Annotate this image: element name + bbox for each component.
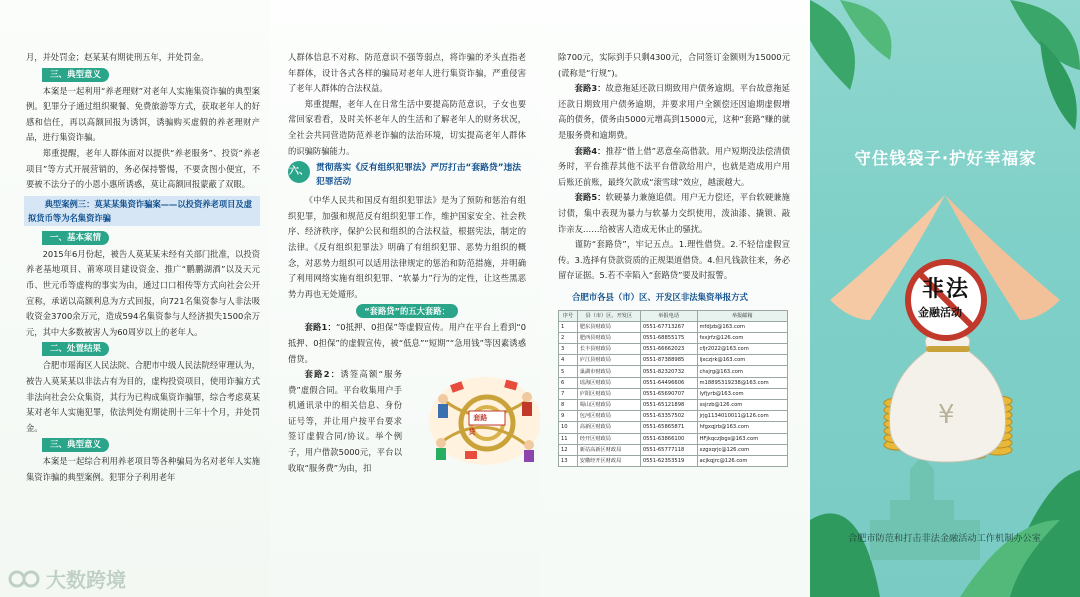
table-cell: 长丰县财政局 bbox=[577, 344, 640, 355]
table-header-cell: 序号 bbox=[559, 310, 578, 321]
table-cell: HFjkqczjbgs@163.com bbox=[697, 433, 788, 444]
table-header-cell: 举报电话 bbox=[640, 310, 697, 321]
table-row bbox=[559, 355, 788, 366]
paragraph: 合肥市瑶海区人民法院、合肥市中级人民法院经审理认为，被告人莫某某以非法占有为目的，虚构投资项目，使用诈骗方式非法向社会公众集资，其行为已构成集资诈骗罪，综合考虑莫某某对老年人实施犯罪，依法判处有期徒刑十三年十个月，并处罚金。 bbox=[26, 360, 260, 433]
panel-3 bbox=[540, 0, 810, 597]
table-row bbox=[559, 444, 788, 455]
table-row bbox=[559, 411, 788, 422]
table-cell: 庐阳区财政局 bbox=[577, 388, 640, 399]
table-cell: 0551-66662023 bbox=[640, 344, 697, 355]
table-cell: 12 bbox=[559, 444, 578, 455]
table-cell: 13 bbox=[559, 455, 578, 466]
table-cell: 0551-82320732 bbox=[640, 366, 697, 377]
summary: 谨防“套路贷”，牢记五点。1.理性借贷。2.不轻信虚假宣传。3.选择有贷款资质的正规渠道借贷。4.但凡钱款往来，务必留存证据。5.若不幸陷入“套路贷”要及时报警。 bbox=[558, 239, 790, 281]
table-row bbox=[559, 377, 788, 388]
table-cell: 0551-87388985 bbox=[640, 355, 697, 366]
table-cell: 10 bbox=[559, 422, 578, 433]
table-cell: 0551-64496606 bbox=[640, 377, 697, 388]
panel-1 bbox=[0, 0, 270, 597]
table-cell: 1 bbox=[559, 321, 578, 332]
table-cell: 0551-63866100 bbox=[640, 433, 697, 444]
table-cell: jrjg1134010011@126.com bbox=[697, 411, 788, 422]
table-cell: hfgxqjrb@163.com bbox=[697, 422, 788, 433]
report-table bbox=[558, 310, 788, 468]
cover-slogan: 守住钱袋子·护好幸福家 bbox=[854, 149, 1037, 168]
section-title: 贯彻落实《反有组织犯罪法》严厉打击“套路贷”违法犯罪活动 bbox=[316, 163, 522, 188]
table-cell: 0551-65121898 bbox=[640, 400, 697, 411]
report-table-title: 合肥市各县（市）区、开发区非法集资举报方式 bbox=[572, 291, 748, 302]
case-title: 典型案例三：莫某某集资诈骗案——以投资养老项目及虚拟货币等为名集资诈骗 bbox=[24, 196, 260, 226]
paragraph: 本案是一起综合利用养老项目等各种骗局为名对老年人实施集资诈骗的典型案例。犯罪分子利用老年 bbox=[26, 456, 260, 482]
table-cell: 5 bbox=[559, 366, 578, 377]
table-cell: ljxczjrk@163.com bbox=[697, 355, 788, 366]
stamp-text-bottom: 金融活动 bbox=[918, 306, 962, 319]
trick-2: 套路贷 套路2：诱签高额“服务费”虚假合同。平台收集用户手机通讯录中的相关信息、身份证号等，并让用户按平台要求签订虚假合同/协议。举个例子，用户借款5000元，平台以收取“服务费”为由，扣 bbox=[288, 367, 526, 476]
paragraph: 《中华人民共和国反有组织犯罪法》是为了预防和惩治有组织犯罪，加强和规范反有组织犯罪工作，维护国家安全、社会秩序、经济秩序，保护公民和组织的合法权益，根据宪法，制定的法律。《反有组织犯罪法》明确了有组织犯罪、恶势力组织的概念，对恶势力组织可以适用法律规定的惩治和防范措施，并明确了利用网络实施有组织犯罪、“软暴力”行为的定性，让这些黑恶势力再也无处遁形。 bbox=[288, 195, 526, 299]
paragraph: 郑重提醒，老年人群体面对以提供“养老服务”、投资“养老项目”等方式开展营销的，务必保持警惕，不要贪图小便宜，不要被不法分子的小恩小惠所诱惑，莫让高额回报蒙蔽了双眼。 bbox=[26, 147, 260, 190]
table-cell: 0551-65690707 bbox=[640, 388, 697, 399]
section-six-heading bbox=[288, 161, 526, 189]
tangled-debt-illustration bbox=[408, 371, 526, 467]
table-row bbox=[559, 455, 788, 466]
table-cell: 包河区财政局 bbox=[577, 411, 640, 422]
trick-5: 套路5：软硬暴力兼施追债。用户无力偿还，平台软硬兼施讨债，集中表现为暴力与软暴力交织使用，泼油漆、撬锁、敲诈亲友……给被害人造成无休止的骚扰。 bbox=[558, 192, 790, 234]
table-cell: 6 bbox=[559, 377, 578, 388]
table-cell: acjkqjrc@126.com bbox=[697, 455, 788, 466]
trick-4: 套路4：推荐“借上借”恶意垒高借款。用户短期没法偿清债务时，平台推荐其他不法平台借款给用户，也就是造成用户用后账还前账，最终欠款成“滚雪球”效应，越滚越大。 bbox=[558, 145, 790, 187]
table-cell: 7 bbox=[559, 388, 578, 399]
yen-symbol: ¥ bbox=[938, 400, 955, 430]
table-cell: 高新区财政局 bbox=[577, 422, 640, 433]
table-row bbox=[559, 400, 788, 411]
table-cell: xzgxqrjc@126.com bbox=[697, 444, 788, 455]
table-cell: 9 bbox=[559, 411, 578, 422]
paragraph: 月，并处罚金；赵某某有期徒刑五年，并处罚金。 bbox=[26, 52, 209, 62]
table-row bbox=[559, 388, 788, 399]
paragraph: 本案是一起利用“养老理财”对老年人实施集资诈骗的典型案例。犯罪分子通过组织聚餐、免费旅游等方式，获取老年人的好感和信任，再以高额回报为诱饵，诱骗购买虚假的养老理财产品，进行集资诈骗。 bbox=[26, 85, 260, 143]
section-tag: 三、典型意义 bbox=[42, 438, 109, 452]
panel-2-column bbox=[288, 50, 526, 476]
table-cell: 2 bbox=[559, 332, 578, 343]
table-cell: 瑶海区财政局 bbox=[577, 377, 640, 388]
table-row bbox=[559, 422, 788, 433]
issuing-office: 合肥市防范和打击非法金融活动工作机制办公室 bbox=[848, 533, 1041, 544]
illustration-label: 套路贷 bbox=[468, 414, 488, 437]
table-cell: ssjrzb@126.com bbox=[697, 400, 788, 411]
table-cell: 0551-67713267 bbox=[640, 321, 697, 332]
table-cell: mfdjzb@163.com bbox=[697, 321, 788, 332]
table-cell: chsjrg@163.com bbox=[697, 366, 788, 377]
table-cell: m18895319238@163.com bbox=[697, 377, 788, 388]
table-cell: lyfjyrb@163.com bbox=[697, 388, 788, 399]
table-header-row bbox=[559, 310, 788, 321]
cover-panel bbox=[810, 0, 1080, 597]
section-tag: 二、处置结果 bbox=[42, 342, 109, 356]
stamp-text-top: 非法 bbox=[922, 277, 971, 302]
trick-1: 套路1：“0抵押、0担保”等虚假宣传。用户在平台上看到“0抵押、0担保”的虚假宣传，被“低息”“短期”“急用钱”等因素诱惑借贷。 bbox=[288, 322, 526, 364]
paragraph: 除700元，实际到手只剩4300元，合同签订金额则为15000元(谎称是“行规”)。 bbox=[558, 52, 790, 78]
section-tag: 一、基本案情 bbox=[42, 231, 109, 245]
table-row bbox=[559, 321, 788, 332]
table-cell: 4 bbox=[559, 355, 578, 366]
watermark bbox=[8, 564, 126, 593]
table-cell: 8 bbox=[559, 400, 578, 411]
table-cell: cfjr2022@163.com bbox=[697, 344, 788, 355]
watermark-text: 大数跨境 bbox=[46, 568, 126, 592]
watermark-logo-icon bbox=[8, 568, 42, 590]
table-cell: fxxjrfz@126.com bbox=[697, 332, 788, 343]
table-cell: 0551-63357502 bbox=[640, 411, 697, 422]
table-header-cell: 县（市）区、开发区 bbox=[577, 310, 640, 321]
paragraph: 2015年6月份起，被告人莫某某未经有关部门批准，以投资养老基地项目、莆寒项目建设资金、推广“鹏鹏湖酒”以及天元币、世元币等虚构的事实为由，通过口口相传等方式向社会公开宣称，承诺以高额利息为方式回报，向721名集资参与人非法吸收资金3700余万元，造成594名集资参与人经济损失1500余万元，其中大多数被害人为60周岁以上的老年人。 bbox=[26, 248, 260, 337]
section-tag: 三、典型意义 bbox=[42, 68, 109, 82]
five-tricks-tag: “套路贷”的五大套路： bbox=[356, 304, 458, 318]
panel-3-column bbox=[558, 50, 790, 467]
table-cell: 蜀山区财政局 bbox=[577, 400, 640, 411]
table-cell: 庐江县财政局 bbox=[577, 355, 640, 366]
paragraph: 人群体信息不对称、防范意识不强等弱点，将诈骗的矛头直指老年群体，设计各式各样的骗局对老年人进行集资诈骗，严重侵害了老年人群体的合法权益。 bbox=[288, 52, 526, 94]
table-cell: 0551-65865871 bbox=[640, 422, 697, 433]
table-cell: 安徽经开区财政局 bbox=[577, 455, 640, 466]
table-cell: 0551-68855175 bbox=[640, 332, 697, 343]
trick-3: 套路3：故意拖延还款日期致用户债务逾期。平台故意拖延还款日期致用户债务逾期，并要求用户全额偿还因逾期虚假增高的债务，债务由5000元增高到15000元，这种“套路”赚的就是服务费和逾期费。 bbox=[558, 83, 790, 140]
table-cell: 3 bbox=[559, 344, 578, 355]
table-body bbox=[559, 321, 788, 466]
paragraph: 郑重提醒，老年人在日常生活中要提高防范意识，子女也要常回家看看，及时关怀老年人的生活和了解老年人的财务状况，全社会共同营造防范养老诈骗的法治环境，切实提高老年人群体的识骗防骗能力。 bbox=[288, 98, 526, 156]
panel-1-column bbox=[26, 50, 260, 485]
table-row bbox=[559, 332, 788, 343]
table-cell: 0551-62353519 bbox=[640, 455, 697, 466]
table-cell: 肥东县财政局 bbox=[577, 321, 640, 332]
section-number: 六、 bbox=[288, 161, 310, 183]
table-cell: 11 bbox=[559, 433, 578, 444]
table-cell: 0551-65777118 bbox=[640, 444, 697, 455]
table-header-cell: 举报邮箱 bbox=[697, 310, 788, 321]
table-row bbox=[559, 433, 788, 444]
table-cell: 肥西县财政局 bbox=[577, 332, 640, 343]
table-cell: 新站高新区财政局 bbox=[577, 444, 640, 455]
table-cell: 巢湖市财政局 bbox=[577, 366, 640, 377]
table-row bbox=[559, 366, 788, 377]
table-cell: 经开区财政局 bbox=[577, 433, 640, 444]
table-row bbox=[559, 344, 788, 355]
panel-2 bbox=[270, 0, 540, 597]
